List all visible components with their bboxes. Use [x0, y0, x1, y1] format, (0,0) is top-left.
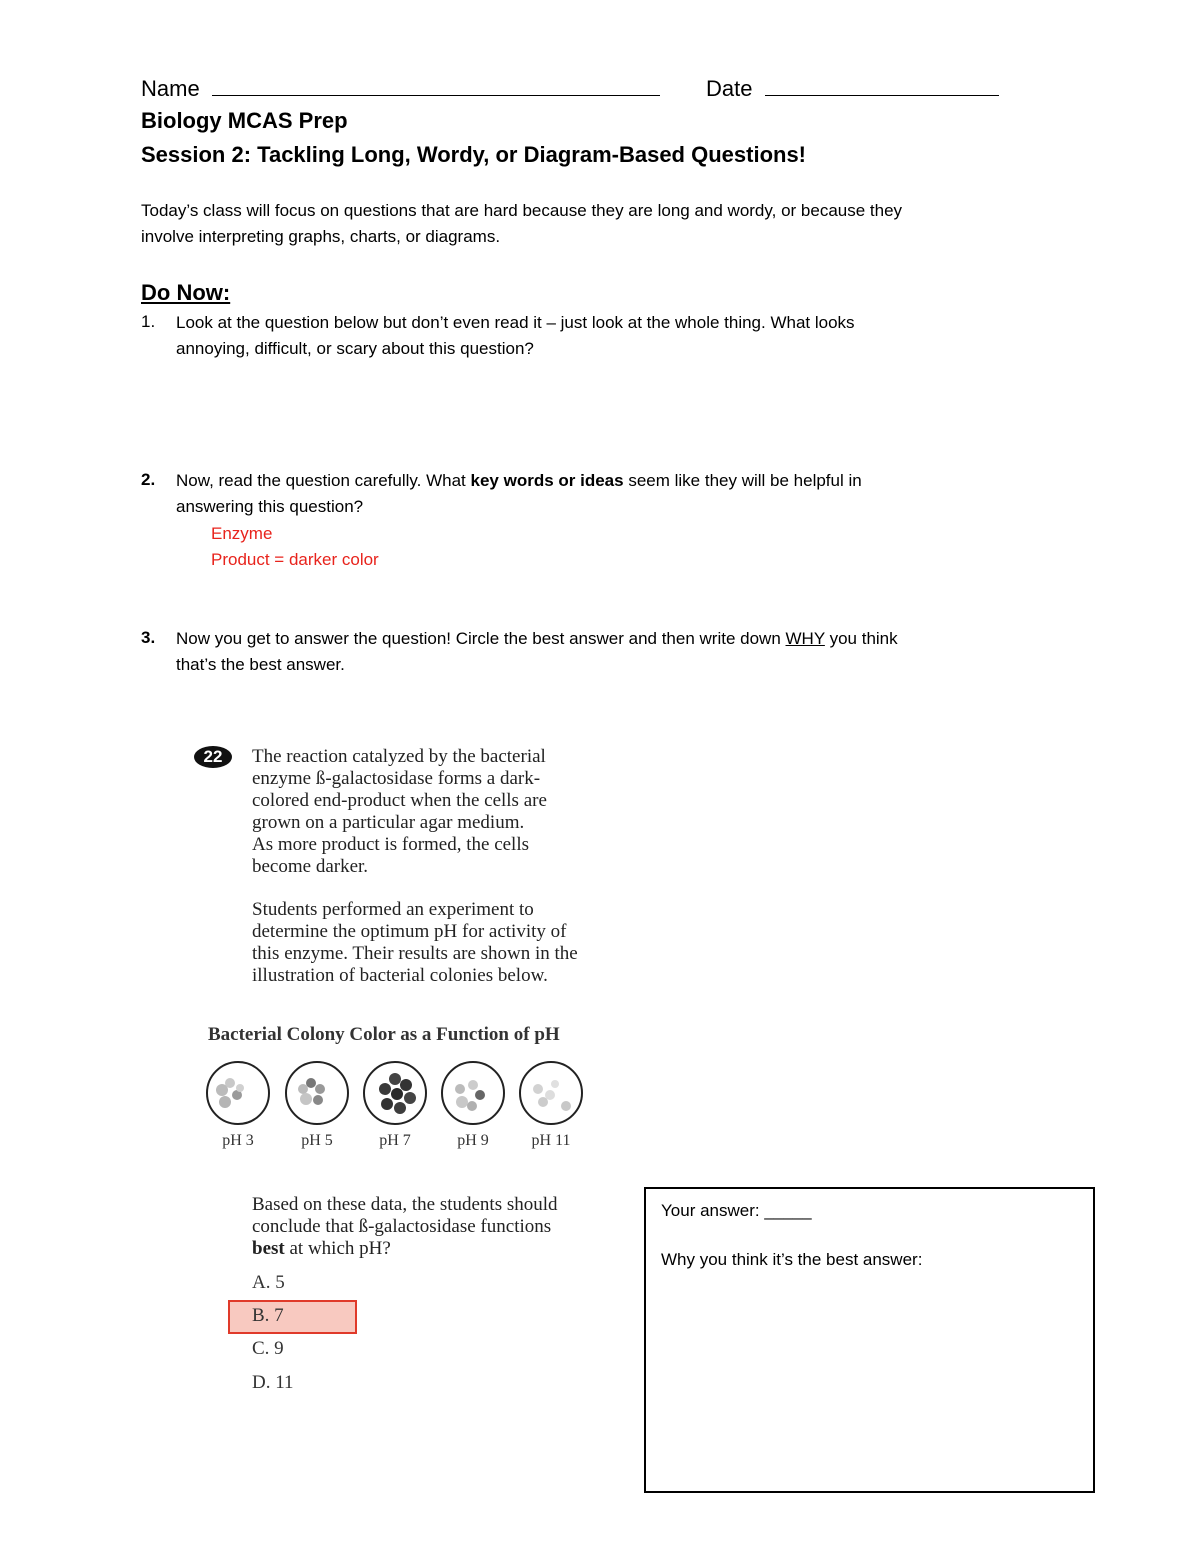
item-1-number: 1.: [141, 312, 156, 331]
q-line: enzyme ß-galactosidase forms a dark-: [252, 768, 541, 789]
q-line: become darker.: [252, 856, 369, 877]
stem-line: Based on these data, the students should: [252, 1194, 558, 1215]
date-blank[interactable]: [765, 73, 999, 96]
name-field-row: [141, 73, 660, 102]
plate-label-ph11: pH 11: [531, 1132, 571, 1149]
q-line: The reaction catalyzed by the bacterial: [252, 746, 546, 767]
q-line: illustration of bacterial colonies below.: [252, 965, 548, 986]
session-title: Session 2: Tackling Long, Wordy, or Diagram-Based Questions!: [141, 142, 807, 167]
question-number-badge: 22: [194, 746, 232, 768]
q-line: As more product is formed, the cells: [252, 834, 530, 855]
item-3-why: WHY: [785, 629, 825, 648]
figure-title: Bacterial Colony Color as a Function of pH: [208, 1024, 560, 1045]
item-1-line-2: annoying, difficult, or scary about this question?: [176, 339, 534, 358]
choice-c[interactable]: C. 9: [252, 1338, 284, 1359]
name-blank[interactable]: [212, 73, 660, 96]
choice-b[interactable]: B. 7: [252, 1305, 284, 1326]
item-3-post: you think: [824, 629, 898, 648]
item-2-bold: key words or ideas: [470, 471, 624, 490]
intro-paragraph: [141, 198, 902, 250]
item-3-line-2: that’s the best answer.: [176, 655, 345, 674]
plate-ph11: [520, 1062, 582, 1124]
question-para-2: [252, 899, 578, 987]
choice-d[interactable]: D. 11: [252, 1372, 294, 1393]
your-answer-label: Your answer: _____: [661, 1201, 812, 1220]
answer-box[interactable]: [644, 1187, 1095, 1493]
plate-label-ph9: pH 9: [457, 1132, 489, 1149]
item-2-post: seem like they will be helpful in: [623, 471, 862, 490]
do-now-heading: Do Now:: [141, 280, 231, 305]
stem-end: at which pH?: [284, 1238, 391, 1259]
intro-line-1: Today’s class will focus on questions that are hard because they are long and wordy, or because they: [141, 201, 903, 220]
item-2-pre: Now, read the question carefully. What: [176, 471, 471, 490]
item-3-number: 3.: [141, 628, 156, 647]
plate-ph5: [286, 1062, 348, 1124]
plate-ph7: [364, 1062, 426, 1124]
item-2-number: 2.: [141, 470, 156, 489]
date-label: Date: [706, 76, 753, 101]
item-3-text: [176, 626, 898, 678]
item-2-line-1: [176, 468, 862, 494]
plate-label-ph3: pH 3: [222, 1132, 254, 1149]
item-3-pre: Now you get to answer the question! Circle the best answer and then write down: [176, 629, 786, 648]
q-line: determine the optimum pH for activity of: [252, 921, 567, 942]
q-line: grown on a particular agar medium.: [252, 812, 525, 833]
item-1-text: [176, 310, 855, 362]
choice-a[interactable]: A. 5: [252, 1272, 285, 1293]
q-line: this enzyme. Their results are shown in the: [252, 943, 578, 964]
item-1-line-1: Look at the question below but don’t even read it – just look at the whole thing. What looks: [176, 313, 855, 332]
item-2-answers: [211, 521, 379, 573]
q-line: colored end-product when the cells are: [252, 790, 547, 811]
stem-bold: best: [252, 1238, 285, 1259]
item-3-line-1: [176, 626, 898, 652]
stem-line: conclude that ß-galactosidase functions: [252, 1216, 552, 1237]
question-para-1: [252, 746, 547, 878]
name-label: Name: [141, 76, 200, 101]
plate-ph9: [442, 1062, 504, 1124]
why-label: Why you think it’s the best answer:: [661, 1250, 923, 1269]
colony-plates-figure: [200, 1056, 600, 1136]
q-line: Students performed an experiment to: [252, 899, 534, 920]
answer-product: Product = darker color: [211, 550, 379, 569]
item-2-text: [176, 468, 862, 520]
date-field-row: [706, 73, 999, 102]
plate-ph3: [207, 1062, 269, 1124]
plate-label-ph5: pH 5: [301, 1132, 333, 1149]
plate-label-ph7: pH 7: [379, 1132, 411, 1149]
highlighted-answer-box: [228, 1300, 357, 1334]
page-title: Biology MCAS Prep: [141, 108, 348, 133]
intro-line-2: involve interpreting graphs, charts, or diagrams.: [141, 227, 501, 246]
question-stem: [252, 1194, 558, 1260]
answer-enzyme: Enzyme: [211, 524, 273, 543]
stem-line: [252, 1238, 558, 1260]
item-2-line-2: answering this question?: [176, 497, 364, 516]
